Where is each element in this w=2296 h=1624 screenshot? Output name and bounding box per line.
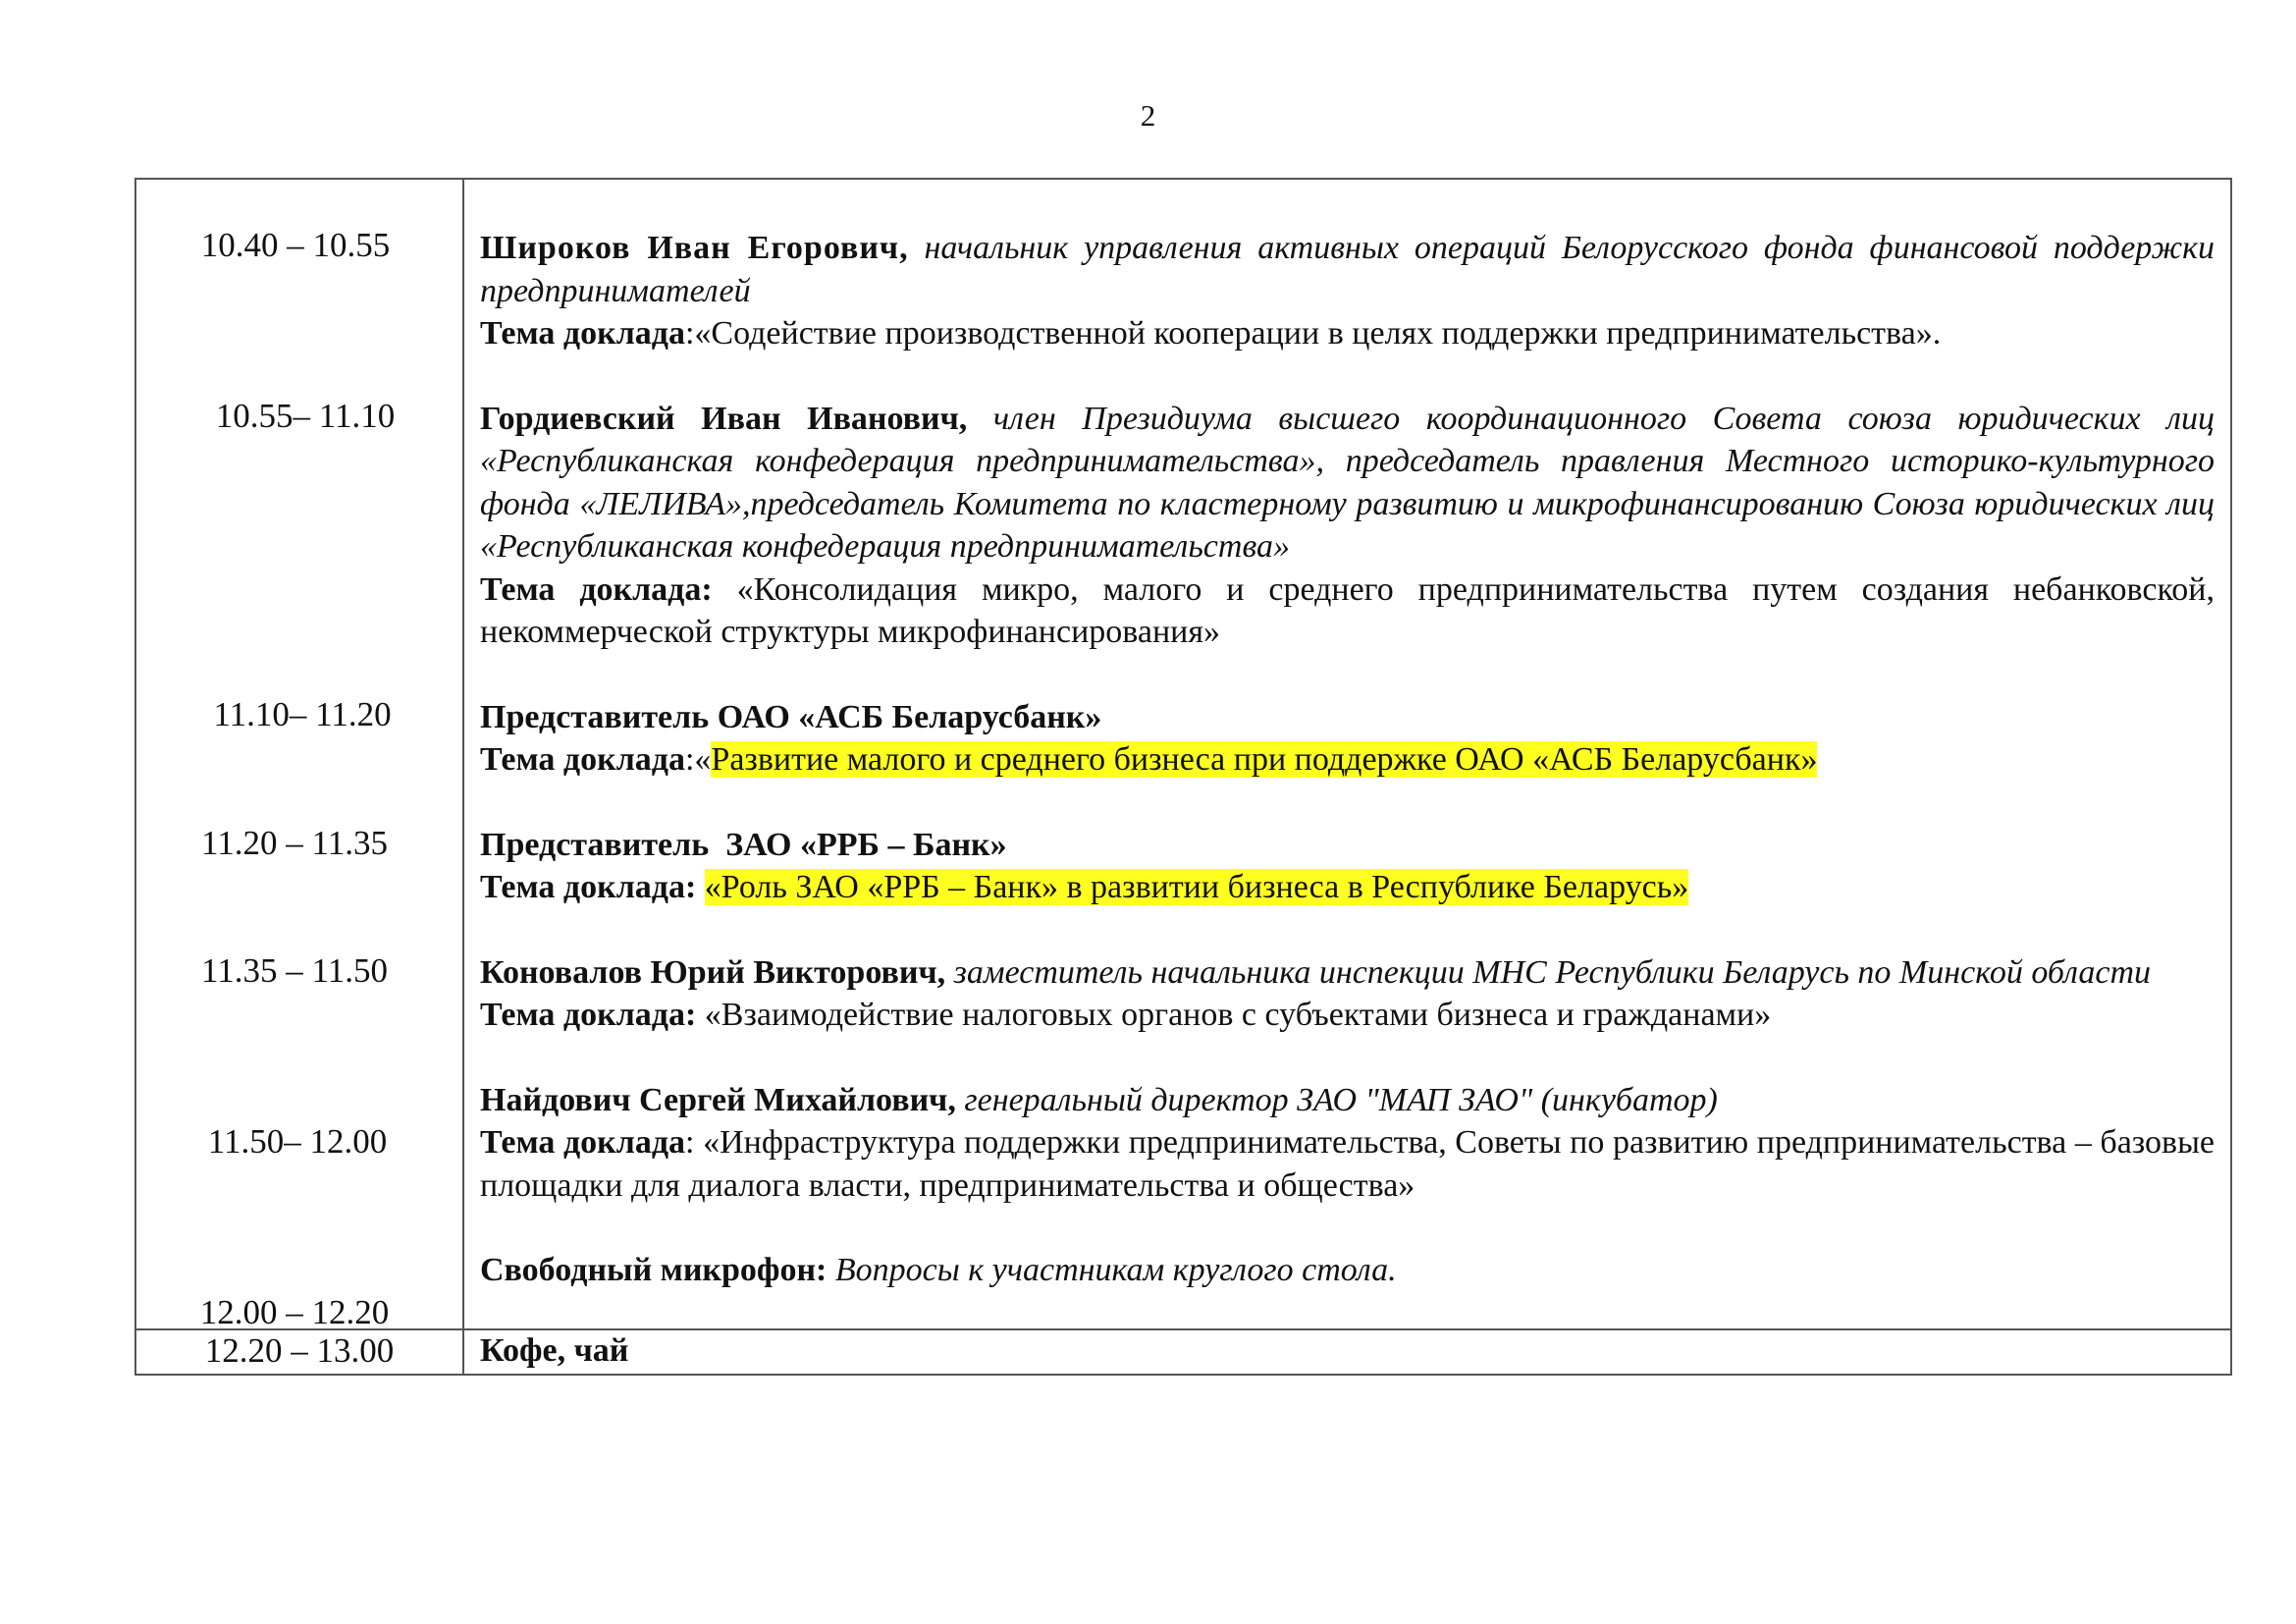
agenda-entry [480,398,2215,654]
speaker-role: заместитель начальника инспекции МНС Республики Беларусь по Минской области [953,953,2152,991]
session-label: Свободный микрофон: [480,1252,828,1288]
speaker-name: Представитель ЗАО «РРБ – Банк» [480,826,1007,863]
time-column [135,179,463,1329]
topic-highlight: «Роль ЗАО «РРБ – Банк» в развитии бизнеса в Республике Беларусь» [704,869,1689,905]
speaker-role: начальник управления активных операций Белорусского фонда финансовой поддержки предпринимателей [480,230,2215,309]
time-slot: 10.55– 11.10 [215,397,396,435]
break-label: Кофе, чай [463,1329,2231,1375]
agenda-entry [480,951,2215,1037]
topic-label: Тема доклада [480,741,685,778]
agenda-main-row [135,179,2231,1329]
agenda-table [134,178,2232,1376]
topic-separator: : [685,1124,695,1161]
agenda-entry [480,1079,2215,1208]
agenda-entry [480,824,2215,909]
speaker-name: Найдович Сергей Михайлович, [480,1081,956,1118]
topic-text: «Содействие производственной кооперации в целях поддержки предпринимательства». [694,315,1942,352]
topic-highlight: Развитие малого и среднего бизнеса при поддержке ОАО «АСБ Беларусбанк» [711,741,1818,778]
page-number: 2 [1140,98,1156,133]
agenda-final-row [135,1329,2231,1375]
speaker-name: Представитель ОАО «АСБ Беларусбанк» [480,698,1102,735]
topic-label: Тема доклада [480,1124,686,1161]
speaker-role: генеральный директор ЗАО "МАП ЗАО" (инкубатор) [964,1081,1718,1118]
time-slot: 10.40 – 10.55 [200,226,391,264]
topic-label: Тема доклада: [480,997,697,1033]
agenda-entry [480,227,2215,355]
topic-text: «Инфраструктура поддержки предпринимательства, Советы по развитию предпринимательства – базовые площадки для диалога власти, предпринимательства и общества» [480,1124,2216,1204]
topic-separator: : [684,315,695,352]
time-slot: 12.20 – 13.00 [135,1329,463,1375]
agenda-entry [480,696,2215,782]
time-slot: 11.10– 11.20 [213,695,392,733]
time-slot: 12.00 – 12.20 [199,1293,390,1331]
topic-text: «Консолидация микро, малого и среднего предпринимательства путем создания небанковской, некоммерческой структуры микрофинансирования» [480,570,2215,650]
topic-label: Тема доклада [480,315,685,352]
time-slot: 11.20 – 11.35 [201,824,388,862]
speaker-name: Широков Иван Егорович, [480,230,909,266]
speaker-role: член Президиума высшего координационного Совета союза юридических лиц «Республиканская конфедерация предпринимательства», председатель правления Местного историко-культурного фонда «ЛЕЛИВА»,председатель Комитета по кластерному развитию и микрофинансированию Союза юридических лиц «Республиканская конфедерация предпринимательства» [480,400,2215,565]
speaker-name: Гордиевский Иван Иванович, [480,400,968,437]
content-column [463,179,2231,1329]
session-note: Вопросы к участникам круглого стола. [834,1252,1397,1288]
time-slot: 11.35 – 11.50 [201,951,388,990]
topic-label: Тема доклада: [480,570,713,608]
topic-label: Тема доклада: [480,869,697,905]
time-slot: 11.50– 12.00 [207,1122,388,1161]
agenda-entry [480,1249,2215,1292]
topic-text: «Взаимодействие налоговых органов с субъектами бизнеса и гражданами» [704,997,1772,1033]
speaker-name: Коновалов Юрий Викторович, [480,953,946,991]
topic-separator: :« [684,741,712,778]
